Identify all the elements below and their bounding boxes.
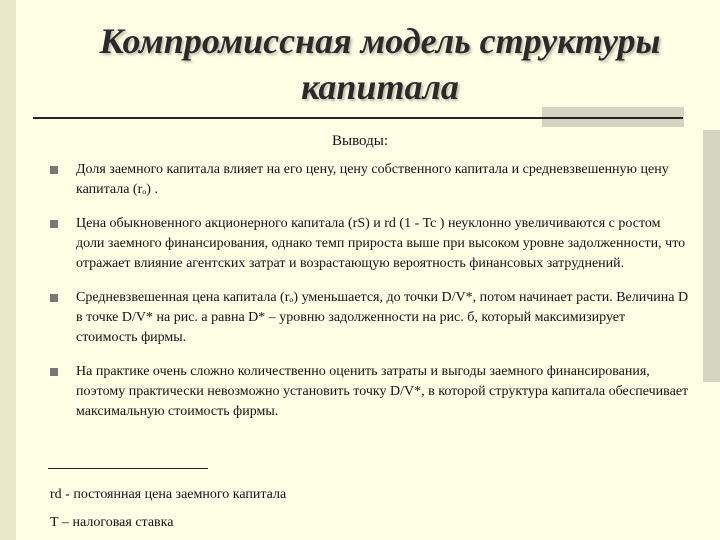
title-line-2: капитала — [301, 67, 459, 107]
title-line-1: Компромиссная модель структуры — [99, 21, 661, 61]
bullet-list — [50, 160, 690, 436]
bullet-item — [50, 214, 690, 274]
bullet-text: На практике очень сложно количественно оценить затраты и выгоды заемного финансирования, поэтому практически невозможно установить точку D/V*, в которой структура капитала обеспечивает максимальную стоимость фирмы. — [76, 364, 689, 419]
bullet-item — [50, 288, 690, 348]
square-bullet-icon — [50, 368, 58, 376]
bullet-text: Доля заемного капитала влияет на его цену, цену собственного капитала и средневзвешенную цену капитала (rₒ) . — [76, 162, 669, 197]
left-decor-bar — [0, 0, 16, 540]
bullet-text: Цена обыкновенного акционерного капитала (rS) и rd (1 - Tc ) неуклонно увеличиваются с ростом доли заемного финансирования, однако темп прироста выше при высоком уровне задолженности, что отражает влияние агентских затрат и возрастающую вероятность финансовых затруднений. — [76, 216, 686, 271]
conclusions-label: Выводы: — [331, 133, 388, 149]
bullet-item — [50, 362, 690, 422]
bullet-item — [50, 160, 690, 200]
bullet-text: Средневзвешенная цена капитала (rₒ) уменьшается, до точки D/V*, потом начинает расти. Величина D в точке D/V* на рис. а равна D* – уровню задолженности на рис. б, который максимизирует стоимость фирмы. — [76, 290, 689, 345]
slide-title — [40, 18, 720, 110]
footnote-rd: rd - постоянная цена заемного капитала — [50, 487, 287, 502]
square-bullet-icon — [50, 220, 58, 228]
footnote-divider — [48, 468, 208, 469]
square-bullet-icon — [50, 166, 58, 174]
right-decor-bar — [703, 130, 720, 382]
square-bullet-icon — [50, 294, 58, 302]
footnote-tax: Т – налоговая ставка — [50, 515, 174, 530]
title-underline — [33, 117, 683, 119]
